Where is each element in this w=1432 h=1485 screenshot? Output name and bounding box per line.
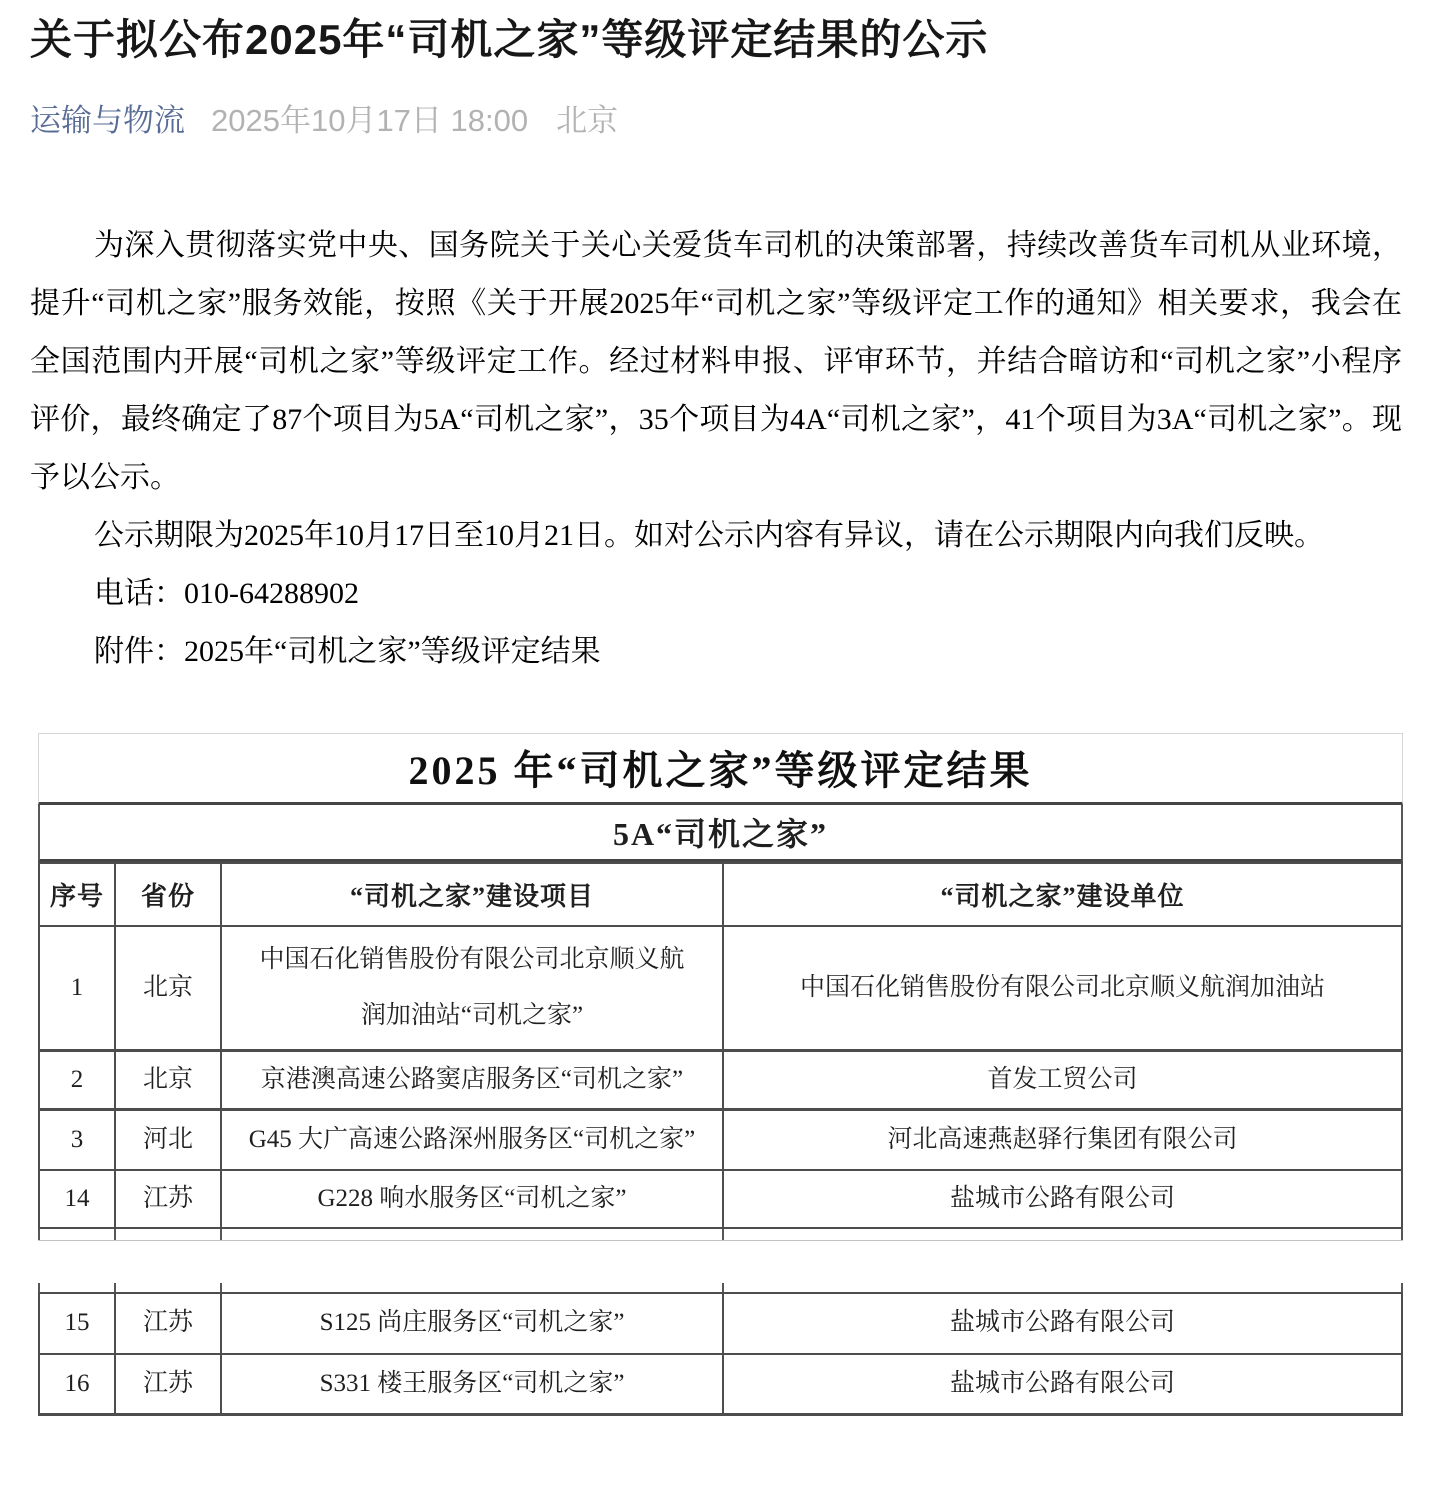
rating-table-top [38, 862, 1403, 1229]
grade-section-header: 5A“司机之家” [38, 805, 1403, 862]
paragraph-intro: 为深入贯彻落实党中央、国务院关于关心关爱货车司机的决策部署，持续改善货车司机从业环境，提升“司机之家”服务效能，按照《关于开展2025年“司机之家”等级评定工作的通知》相关要求，我会在全国范围内开展“司机之家”等级评定工作。经过材料申报、评审环节，并结合暗访和“司机之家”小程序评价，最终确定了87个项目为5A“司机之家”，35个项目为4A“司机之家”，41个项目为3A“司机之家”。现予以公示。 [30, 228, 1402, 494]
column-header-province: 省份 [115, 863, 221, 926]
cell-unit: 首发工贸公司 [723, 1050, 1402, 1109]
paragraph-period: 公示期限为2025年10月17日至10月21日。如对公示内容有异议，请在公示期限内向我们反映。 [94, 518, 1324, 552]
cell-project: G45 大广高速公路深州服务区“司机之家” [221, 1109, 723, 1170]
account-link[interactable]: 运输与物流 [30, 102, 185, 138]
cell-seq: 2 [39, 1050, 115, 1109]
byline [30, 103, 1402, 139]
cell-seq: 16 [39, 1354, 115, 1415]
cell-project: G228 响水服务区“司机之家” [221, 1170, 723, 1228]
rating-table-bottom [38, 1292, 1403, 1416]
cell-province: 北京 [115, 1050, 221, 1109]
table-row [39, 926, 1402, 1051]
cell-unit: 盐城市公路有限公司 [723, 1354, 1402, 1415]
table-row [39, 1109, 1402, 1170]
cell-unit: 盐城市公路有限公司 [723, 1170, 1402, 1228]
article-page [0, 14, 1432, 1416]
cell-seq: 3 [39, 1109, 115, 1170]
cell-province: 江苏 [115, 1170, 221, 1228]
column-header-project: “司机之家”建设项目 [221, 863, 723, 926]
publish-datetime: 2025年10月17日 18:00 [211, 102, 529, 138]
paragraph-attachment: 附件：2025年“司机之家”等级评定结果 [94, 634, 601, 668]
cell-project: 中国石化销售股份有限公司北京顺义航润加油站“司机之家” [221, 926, 723, 1051]
scan-fragment-gap [38, 1241, 1403, 1283]
paragraph-phone: 电话：010-64288902 [94, 576, 359, 610]
publish-location: 北京 [556, 102, 619, 138]
cell-province: 江苏 [115, 1293, 221, 1354]
cell-unit: 盐城市公路有限公司 [723, 1293, 1402, 1354]
column-header-unit: “司机之家”建设单位 [723, 863, 1402, 926]
attachment-table-image [38, 733, 1403, 1416]
cell-unit: 中国石化销售股份有限公司北京顺义航润加油站 [723, 926, 1402, 1051]
cell-project: S125 尚庄服务区“司机之家” [221, 1293, 723, 1354]
table-row [39, 1170, 1402, 1228]
table-row [39, 1354, 1402, 1415]
cell-project: S331 楼王服务区“司机之家” [221, 1354, 723, 1415]
page-title: 关于拟公布2025年“司机之家”等级评定结果的公示 [30, 16, 989, 63]
table-row [39, 1050, 1402, 1109]
cell-province: 河北 [115, 1109, 221, 1170]
cell-seq: 1 [39, 926, 115, 1051]
cell-province: 北京 [115, 926, 221, 1051]
cell-province: 江苏 [115, 1354, 221, 1415]
table-header-row [39, 863, 1402, 926]
table-cut-edge-top [38, 1283, 1403, 1292]
cell-seq: 15 [39, 1293, 115, 1354]
cell-seq: 14 [39, 1170, 115, 1228]
article-body [30, 217, 1402, 681]
table-title: 2025 年“司机之家”等级评定结果 [38, 733, 1403, 805]
cell-project: 京港澳高速公路窦店服务区“司机之家” [221, 1050, 723, 1109]
column-header-seq: 序号 [39, 863, 115, 926]
cell-unit: 河北高速燕赵驿行集团有限公司 [723, 1109, 1402, 1170]
table-cut-edge-bottom [38, 1229, 1403, 1241]
table-row [39, 1293, 1402, 1354]
